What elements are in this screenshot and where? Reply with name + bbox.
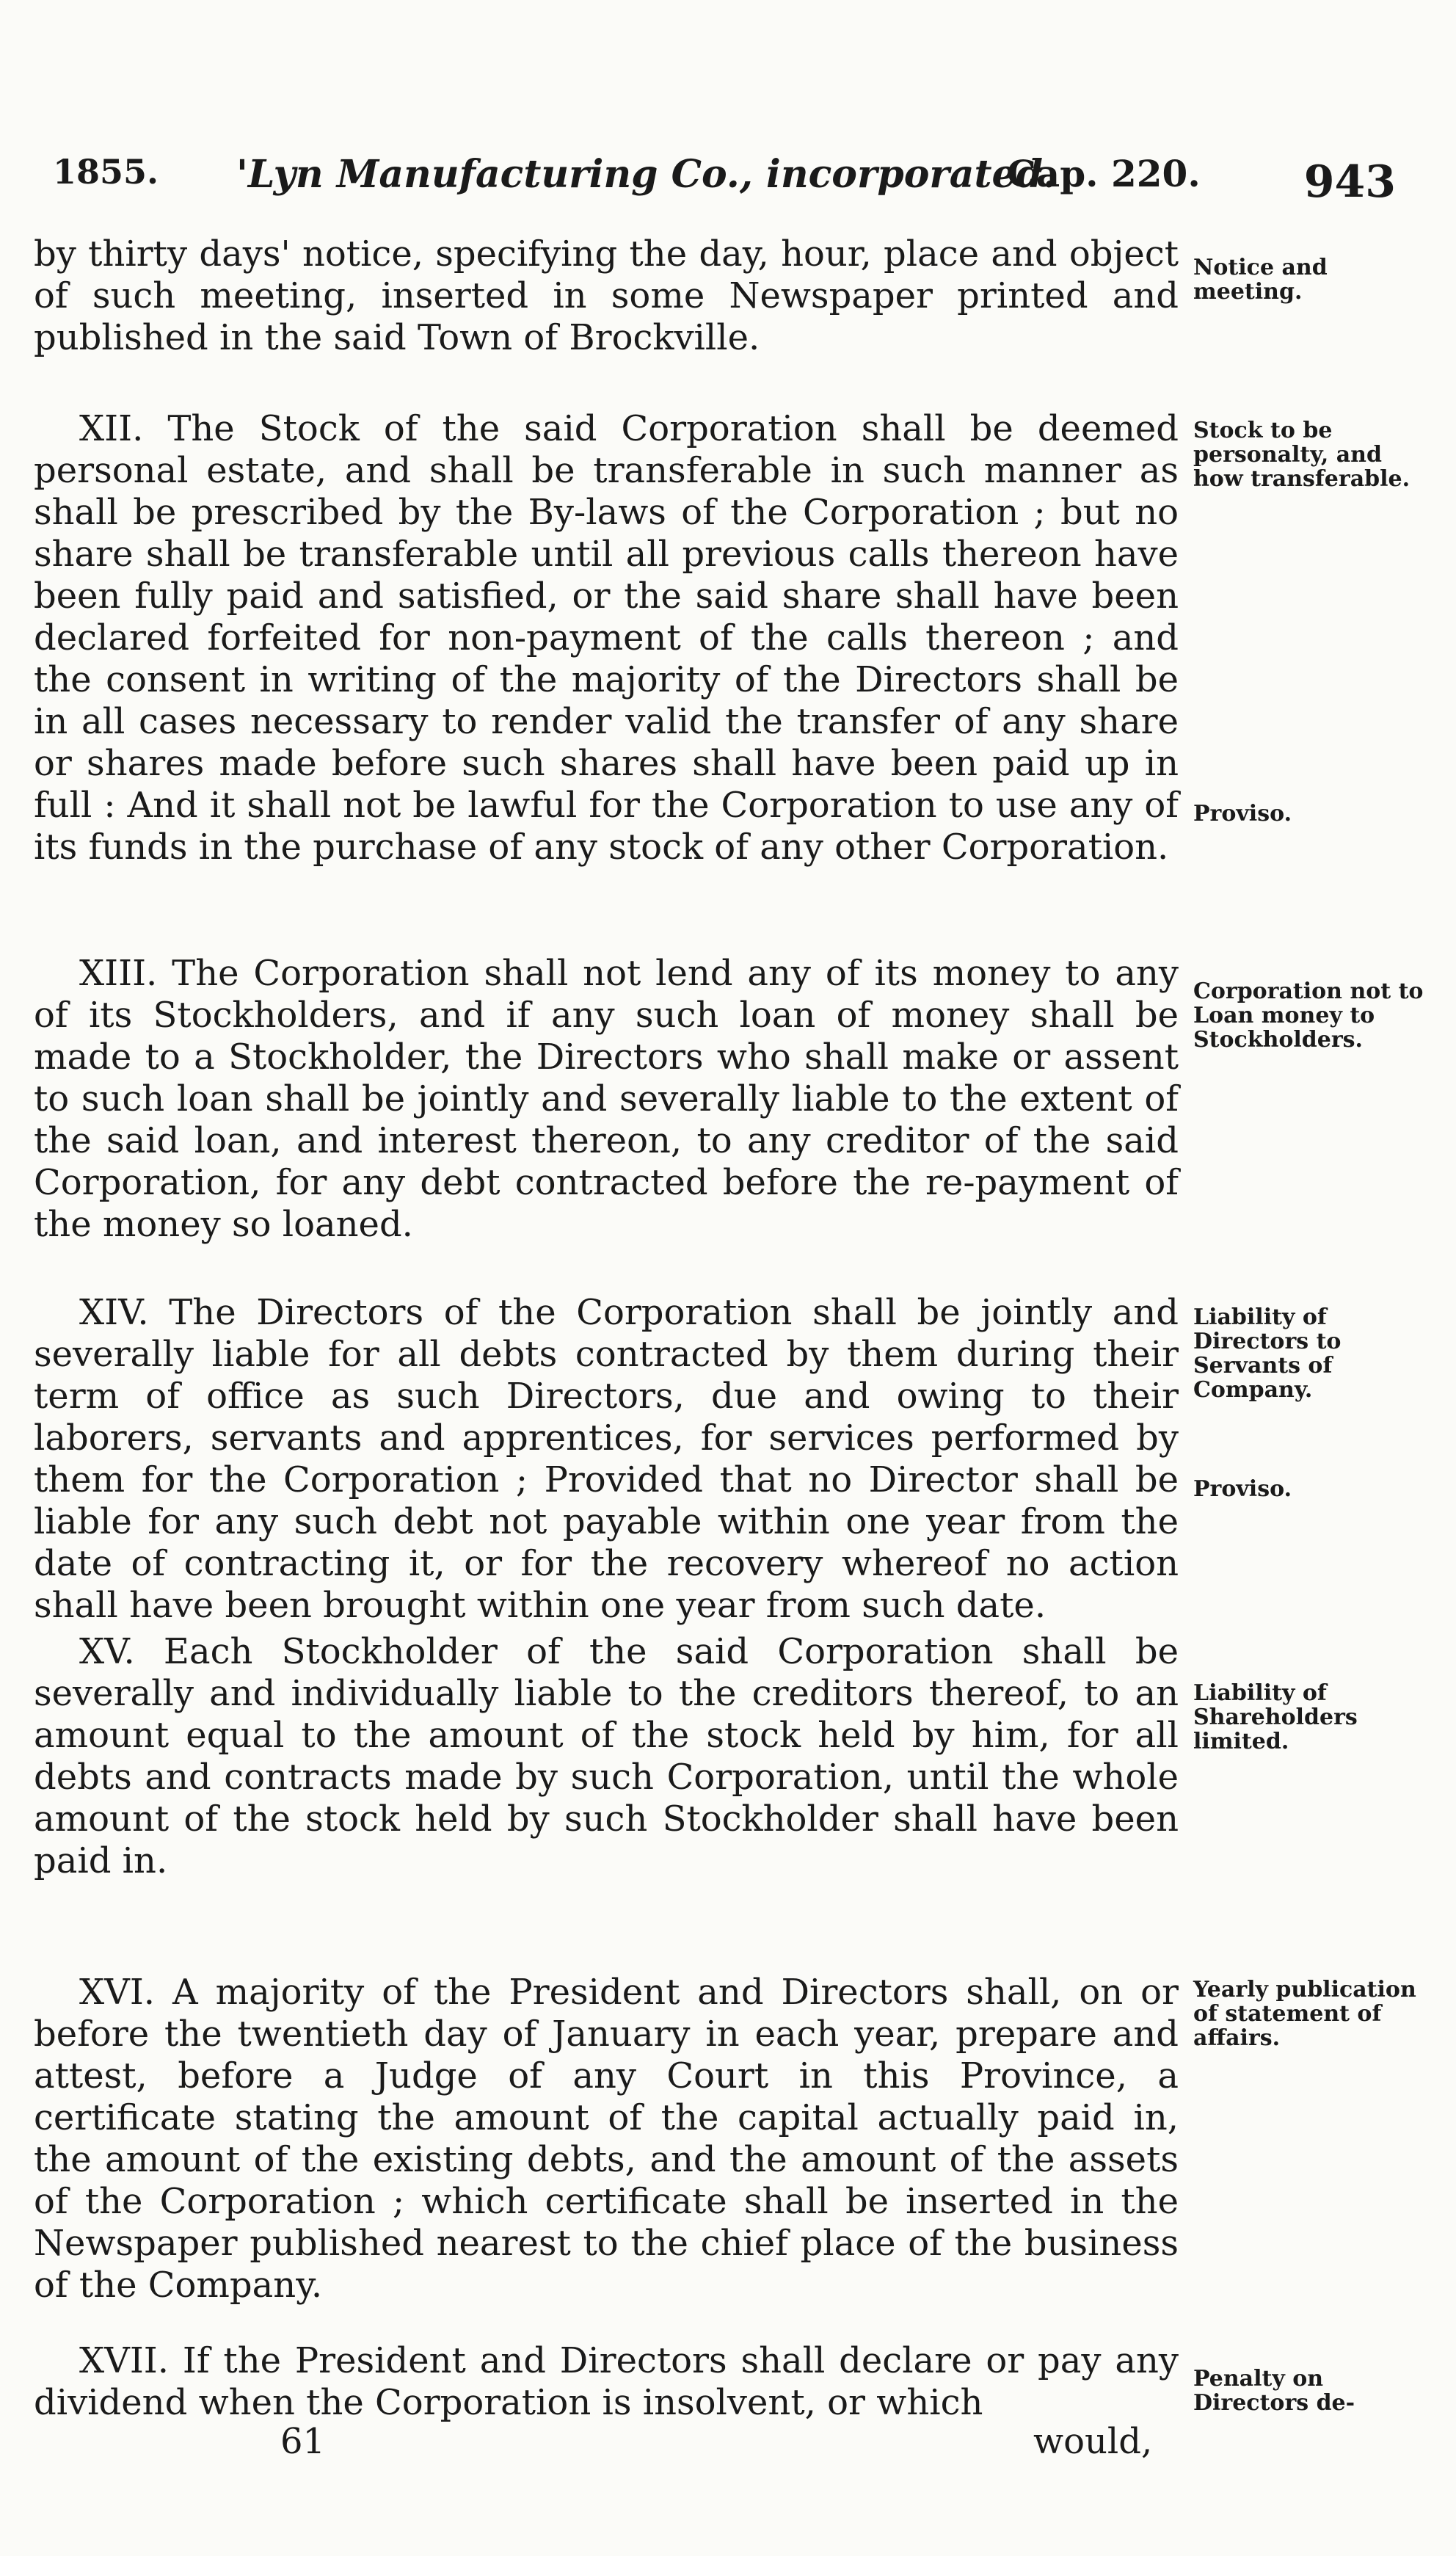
- paragraph-section-xiv: XIV. The Directors of the Corporation shall be jointly and severally liable for all debts contracted by them during their term of office as such Directors, due and owing to their laborers, servants and apprentices, for services performed by them for the Corporation ; Provided that no Director shall be liable for any such debt not payable within one year from the date of contracting it, or for the recovery whereof no action shall have been brought within one year from such date.: [34, 1292, 1179, 1626]
- signature-mark: 61: [280, 2421, 326, 2462]
- paragraph-section-xii: XII. The Stock of the said Corporation shall be deemed personal estate, and shall be transferable in such manner as shall be prescribed by the By-laws of the Corporation ; but no share shall be transferable until all previous calls thereon have been fully paid and satisfied, or the said share shall have been declared forfeited for non-payment of the calls thereon ; and the consent in writing of the majority of the Directors shall be in all cases necessary to render valid the transfer of any share or shares made before such shares shall have been paid up in full : And it shall not be lawful for the Corporation to use any of its funds in the purchase of any stock of any other Corporation.: [34, 408, 1179, 868]
- margin-note-stock: Stock to be personalty, and how transferable.: [1193, 418, 1410, 492]
- paragraph-section-xv: XV. Each Stockholder of the said Corporation shall be severally and individually liable to the creditors thereof, to an amount equal to the amount of the stock held by him, for all debts and contracts made by such Corporation, until the whole amount of the stock held by such Stockholder shall have been paid in.: [34, 1631, 1179, 1881]
- page-number: 943: [1303, 156, 1396, 208]
- paragraph-section-xiii: XIII. The Corporation shall not lend any of its money to any of its Stockholders, and if any such loan of money shall be made to a Stockholder, the Directors who shall make or assent to such loan shall be jointly and severally liable to the extent of the said loan, and interest thereon, to any creditor of the said Corporation, for any debt contracted before the re-payment of the money so loaned.: [34, 953, 1179, 1245]
- paragraph-section-xvi: XVI. A majority of the President and Directors shall, on or before the twentieth day of January in each year, prepare and attest, before a Judge of any Court in this Province, a certificate stating the amount of the capital actually paid in, the amount of the existing debts, and the amount of the assets of the Corporation ; which certificate shall be inserted in the Newspaper published nearest to the chief place of the business of the Company.: [34, 1972, 1179, 2306]
- margin-note-proviso-2: Proviso.: [1193, 1476, 1292, 1502]
- catchword: would,: [1033, 2421, 1153, 2462]
- running-header: [53, 143, 1403, 209]
- margin-note-liability-shareholders: Liability of Shareholders limited.: [1193, 1680, 1358, 1754]
- margin-note-penalty: Penalty on Directors de-: [1193, 2366, 1355, 2416]
- header-title: 'Lyn Manufacturing Co., incorporated.: [236, 152, 1057, 197]
- margin-note-liability-directors: Liability of Directors to Servants of Company.: [1193, 1304, 1342, 1403]
- margin-note-yearly-publication: Yearly publication of statement of affairs.: [1193, 1977, 1416, 2051]
- paragraph-continuation: by thirty days' notice, specifying the day, hour, place and object of such meeting, inserted in some Newspaper printed and published in the said Town of Brockville.: [34, 233, 1179, 358]
- paragraph-section-xvii: XVII. If the President and Directors shall declare or pay any dividend when the Corporation is insolvent, or which: [34, 2340, 1179, 2423]
- header-year: 1855.: [53, 152, 159, 192]
- margin-note-proviso-1: Proviso.: [1193, 801, 1292, 827]
- header-chapter: Cap. 220.: [1007, 152, 1201, 195]
- margin-note-notice: Notice and meeting.: [1193, 255, 1328, 305]
- margin-note-loan: Corporation not to Loan money to Stockholders.: [1193, 979, 1424, 1053]
